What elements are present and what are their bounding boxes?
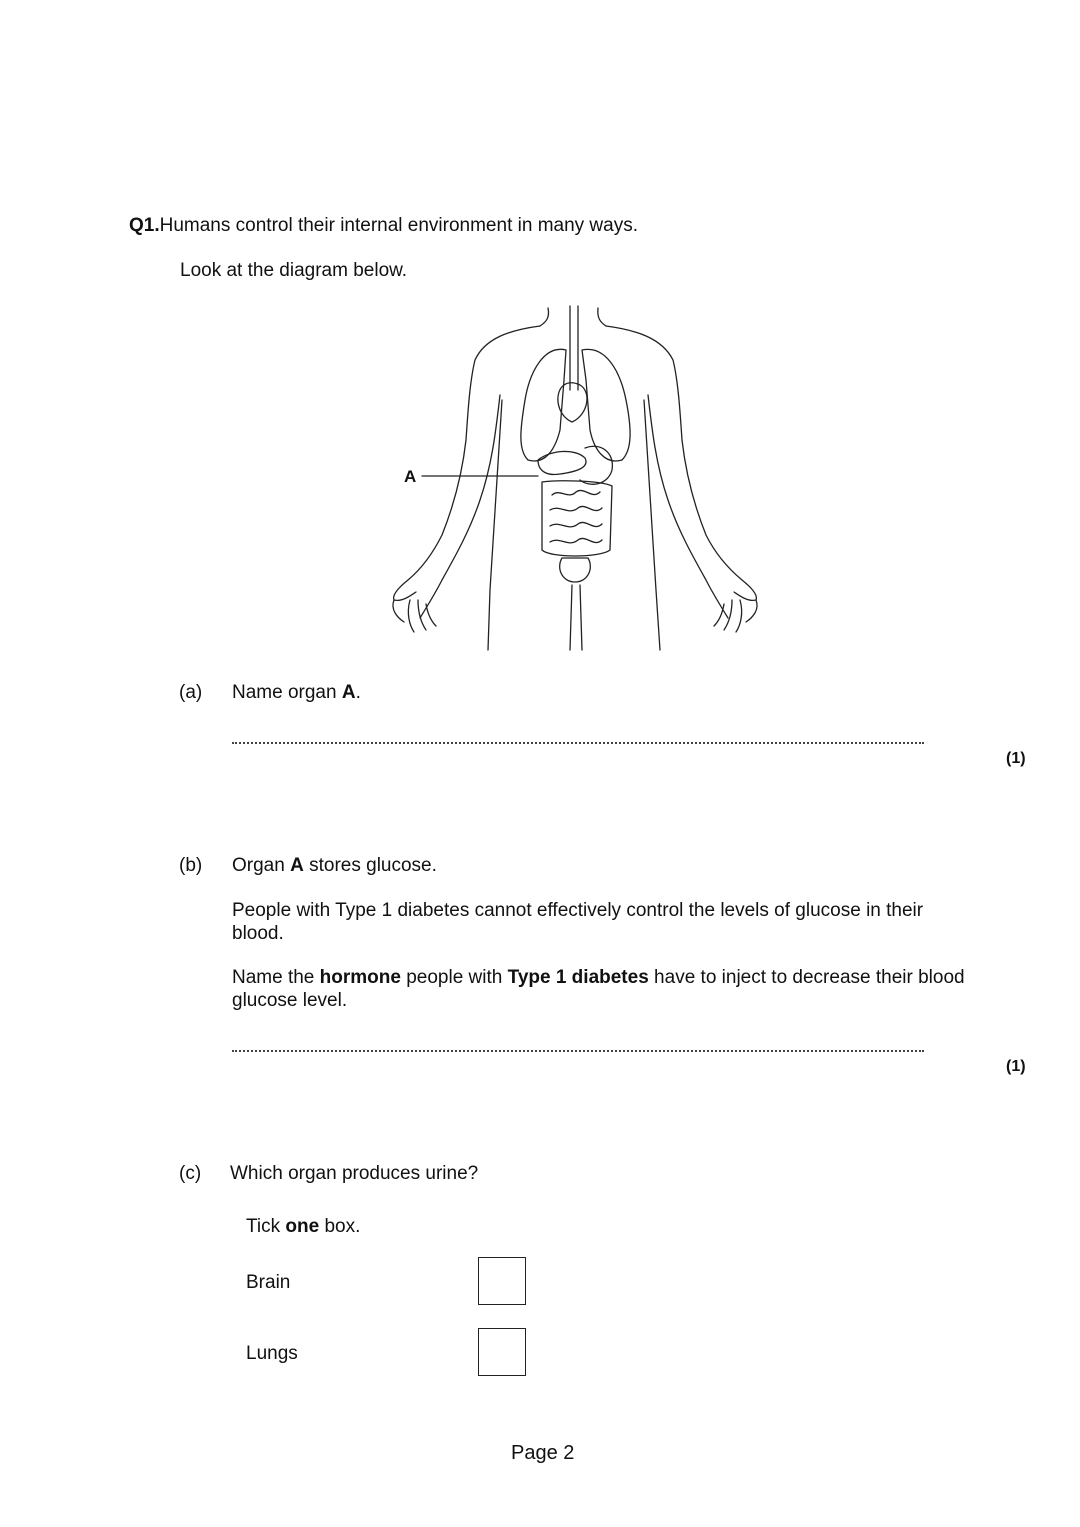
part-b-line3-post: have to inject to decrease their blood glucose level. [232, 967, 965, 1011]
label-a: A [404, 467, 417, 486]
part-b-label: (b) [179, 855, 203, 876]
leg-lines [570, 585, 582, 650]
neck-outline [540, 308, 606, 326]
part-c-question: Which organ produces urine? [230, 1163, 479, 1184]
left-arm-outline [394, 326, 540, 600]
right-arm-outline [606, 326, 756, 600]
part-c-tick-bold: one [285, 1216, 320, 1237]
part-a-text-post: . [355, 682, 361, 703]
left-inner-arm [420, 395, 500, 618]
part-b-answer-line[interactable] [232, 1050, 924, 1052]
right-lung [582, 349, 630, 461]
part-b-line3-bold2: Type 1 diabetes [507, 967, 649, 988]
part-b-line1-bold: A [290, 855, 304, 876]
small-intestine [550, 490, 602, 542]
page-number: Page 2 [511, 1442, 575, 1464]
part-b-line3-mid: people with [400, 967, 508, 988]
question-number: Q1. [129, 215, 160, 236]
part-c-instruction [246, 1216, 360, 1238]
question-intro [129, 215, 638, 237]
part-a-text-pre: Name organ [232, 682, 342, 703]
part-c-label: (c) [179, 1163, 202, 1184]
part-c-tick-pre: Tick [246, 1216, 286, 1237]
question-intro-text: Humans control their internal environment in many ways. [159, 215, 639, 236]
part-c-tick-post: box. [319, 1216, 361, 1237]
option-label-lungs: Lungs [246, 1343, 298, 1364]
part-a-answer-line[interactable] [232, 742, 924, 744]
part-b-line3-pre: Name the [232, 967, 320, 988]
part-b-marks: (1) [1006, 1058, 1026, 1075]
part-a-text-bold: A [341, 682, 356, 703]
left-hand [393, 600, 436, 632]
tick-box-lungs[interactable] [478, 1328, 526, 1376]
trachea [570, 306, 578, 390]
tick-box-brain[interactable] [478, 1257, 526, 1305]
part-b-line3 [232, 966, 972, 1012]
part-a-label: (a) [179, 682, 203, 703]
part-b-line3-bold1: hormone [319, 967, 401, 988]
human-body-diagram [380, 300, 780, 660]
part-a-question [232, 682, 361, 704]
option-label-brain: Brain [246, 1272, 291, 1293]
part-a-marks: (1) [1006, 750, 1026, 767]
diagram-instruction: Look at the diagram below. [180, 260, 408, 281]
part-b-line1-post: stores glucose. [303, 855, 437, 876]
bladder [560, 558, 591, 582]
right-inner-arm [648, 395, 728, 618]
liver [538, 451, 586, 474]
part-b-line1-pre: Organ [232, 855, 291, 876]
part-b-line1 [232, 855, 437, 877]
torso-right [644, 400, 660, 650]
part-b-line2: People with Type 1 diabetes cannot effectively control the levels of glucose in their blood. [232, 900, 924, 944]
